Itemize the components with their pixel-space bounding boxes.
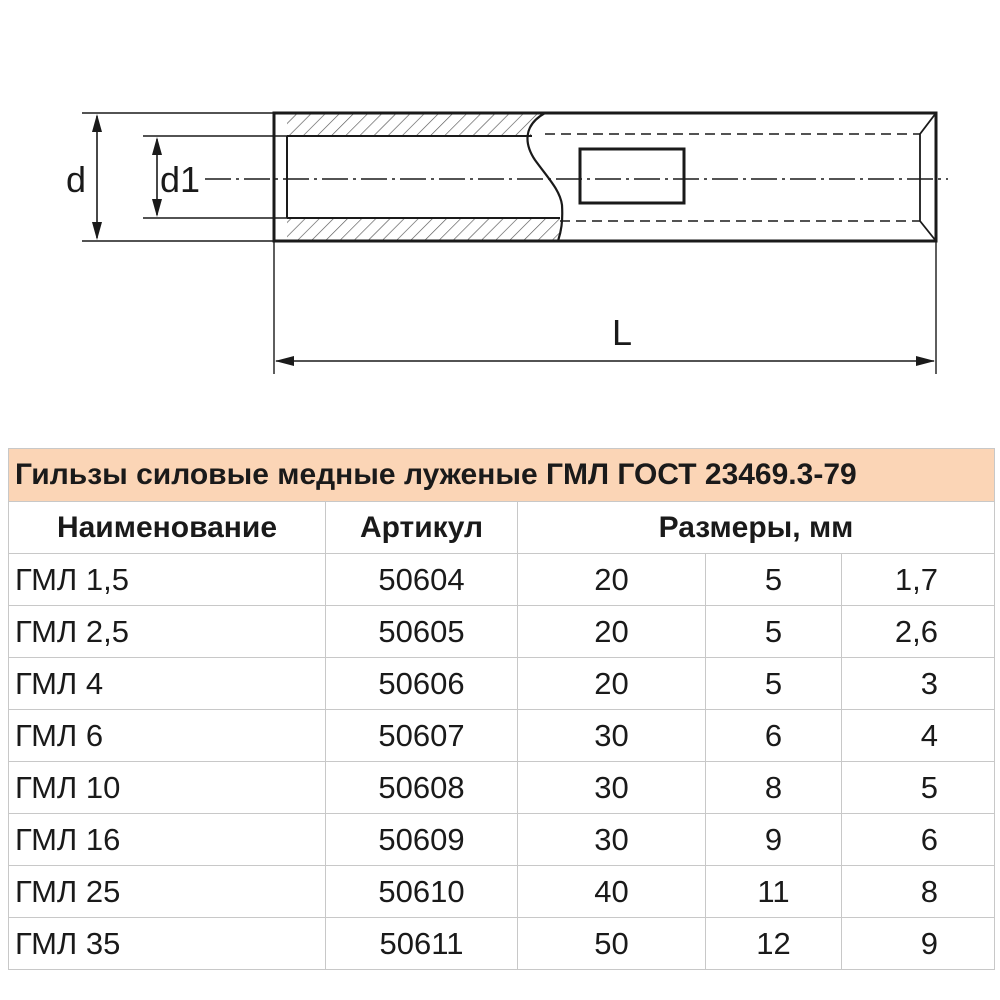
cell-name: ГМЛ 2,5 bbox=[9, 606, 326, 658]
cell-name: ГМЛ 6 bbox=[9, 710, 326, 762]
cell-length-L: 40 bbox=[518, 866, 706, 918]
table-header-row bbox=[9, 502, 995, 554]
cell-inner-diameter-d1: 3 bbox=[842, 658, 995, 710]
cell-article: 50610 bbox=[326, 866, 518, 918]
sleeve-spec-table bbox=[8, 448, 995, 970]
cell-outer-diameter-d: 9 bbox=[706, 814, 842, 866]
cell-outer-diameter-d: 5 bbox=[706, 658, 842, 710]
cell-article: 50605 bbox=[326, 606, 518, 658]
table-title: Гильзы силовые медные луженые ГМЛ ГОСТ 23469.3-79 bbox=[9, 449, 995, 502]
table-row bbox=[9, 814, 995, 866]
cell-outer-diameter-d: 5 bbox=[706, 554, 842, 606]
inspection-window bbox=[580, 149, 684, 203]
cell-length-L: 20 bbox=[518, 554, 706, 606]
cell-inner-diameter-d1: 1,7 bbox=[842, 554, 995, 606]
table-row bbox=[9, 762, 995, 814]
sleeve-technical-drawing bbox=[0, 0, 1000, 420]
cell-article: 50607 bbox=[326, 710, 518, 762]
header-article: Артикул bbox=[326, 502, 518, 554]
cell-inner-diameter-d1: 8 bbox=[842, 866, 995, 918]
cell-name: ГМЛ 25 bbox=[9, 866, 326, 918]
table-row bbox=[9, 710, 995, 762]
cell-inner-diameter-d1: 2,6 bbox=[842, 606, 995, 658]
cell-article: 50606 bbox=[326, 658, 518, 710]
cell-length-L: 30 bbox=[518, 762, 706, 814]
cell-length-L: 20 bbox=[518, 606, 706, 658]
header-sizes: Размеры, мм bbox=[518, 502, 995, 554]
right-chamfer bbox=[920, 113, 936, 241]
cell-inner-diameter-d1: 6 bbox=[842, 814, 995, 866]
cell-name: ГМЛ 4 bbox=[9, 658, 326, 710]
cell-name: ГМЛ 1,5 bbox=[9, 554, 326, 606]
cell-article: 50611 bbox=[326, 918, 518, 970]
sleeve-wall-top-hatch bbox=[287, 113, 545, 136]
d1-label: d1 bbox=[160, 159, 201, 200]
cell-length-L: 30 bbox=[518, 814, 706, 866]
cell-length-L: 30 bbox=[518, 710, 706, 762]
cell-outer-diameter-d: 12 bbox=[706, 918, 842, 970]
cell-outer-diameter-d: 6 bbox=[706, 710, 842, 762]
cell-length-L: 50 bbox=[518, 918, 706, 970]
cell-outer-diameter-d: 8 bbox=[706, 762, 842, 814]
cell-inner-diameter-d1: 5 bbox=[842, 762, 995, 814]
cell-length-L: 20 bbox=[518, 658, 706, 710]
table-row bbox=[9, 554, 995, 606]
cell-inner-diameter-d1: 9 bbox=[842, 918, 995, 970]
table-row bbox=[9, 918, 995, 970]
sleeve-wall-bottom-hatch bbox=[287, 218, 562, 241]
cell-outer-diameter-d: 5 bbox=[706, 606, 842, 658]
cell-article: 50604 bbox=[326, 554, 518, 606]
cell-name: ГМЛ 35 bbox=[9, 918, 326, 970]
d-label: d bbox=[66, 159, 87, 200]
cell-article: 50608 bbox=[326, 762, 518, 814]
table-row bbox=[9, 866, 995, 918]
cell-inner-diameter-d1: 4 bbox=[842, 710, 995, 762]
cell-name: ГМЛ 16 bbox=[9, 814, 326, 866]
L-label: L bbox=[612, 312, 633, 353]
table-title-row bbox=[9, 449, 995, 502]
cell-name: ГМЛ 10 bbox=[9, 762, 326, 814]
header-name: Наименование bbox=[9, 502, 326, 554]
cell-outer-diameter-d: 11 bbox=[706, 866, 842, 918]
table-row bbox=[9, 606, 995, 658]
table-row bbox=[9, 658, 995, 710]
cell-article: 50609 bbox=[326, 814, 518, 866]
